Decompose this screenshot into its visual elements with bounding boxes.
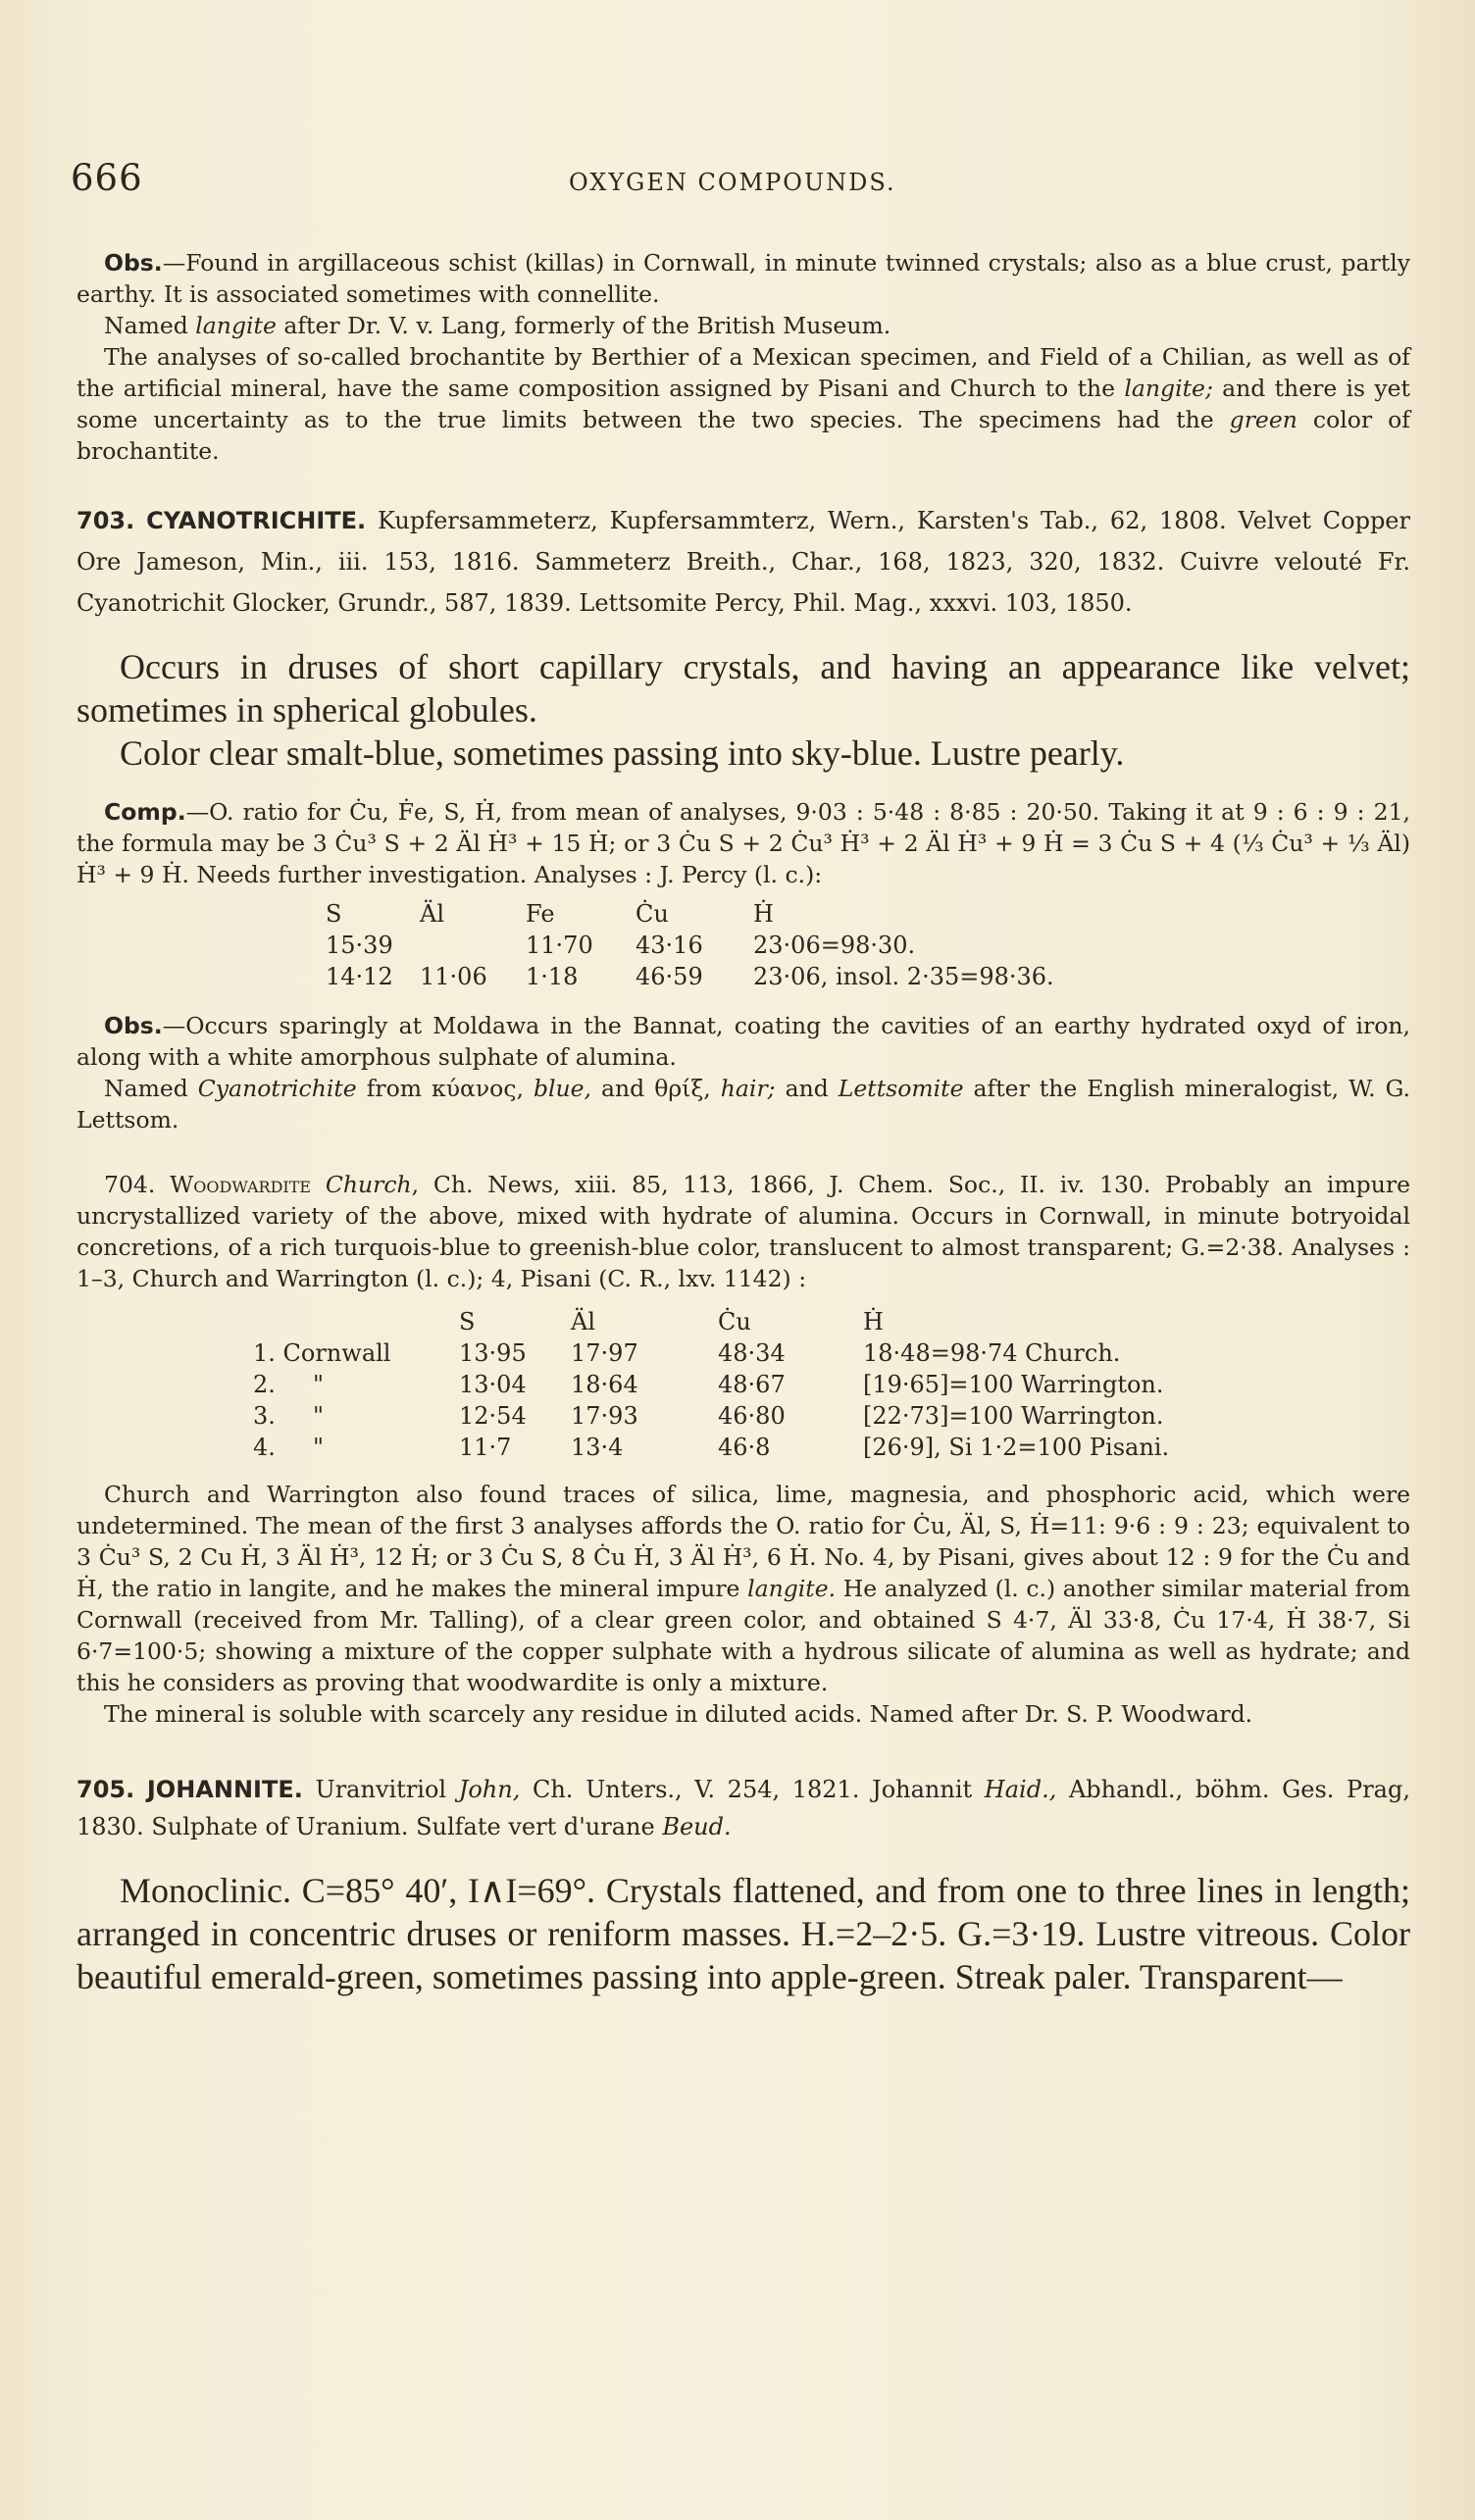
- entry-number: 704.: [104, 1171, 156, 1198]
- page-number: 666: [71, 157, 143, 199]
- page-header: [71, 157, 934, 204]
- table-header: S: [326, 900, 342, 928]
- table-header-row: [253, 1306, 1169, 1337]
- composition: Comp.—O. ratio for Ċu, Ḟe, S, Ḣ, from mean of analyses, 9·03 : 5·48 : 8·85 : 20·50. Taking it at 9 : 6 : 9 : 21, the formula may be 3 Ċu³ S + 2 Äl Ḣ³ + 15 Ḣ; or 3 Ċu S + 2 Ċu³ Ḣ³ + 2 Äl Ḣ³ + 9 Ḣ = 3 Ċu S + 4 (⅓ Ċu³ + ⅓ Äl) Ḣ³ + 9 Ḣ. Needs further investigation. Analyses : J. Percy (l. c.):: [76, 798, 1410, 888]
- entry-heading: 705. JOHANNITE. Uranvitriol John, Ch. Unters., V. 254, 1821. Johannit Haid., Abhandl., böhm. Ges. Prag, 1830. Sulphate of Uranium. Sulfate vert d'urane Beud.: [76, 1776, 1410, 1840]
- table-header: Ċu: [636, 900, 669, 928]
- table-row: 14·12 11·06 1·18 46·59 23·06, insol. 2·35=98·36.: [326, 963, 1054, 990]
- table-row: 1. Cornwall 13·95 17·97 48·34 18·48=98·74 Church.: [253, 1339, 1121, 1367]
- entry-name: CYANOTRICHITE.: [146, 507, 367, 534]
- entry-number: 705.: [76, 1776, 135, 1803]
- entry-synonymy: Kupfersammeterz, Kupfersammterz, Wern., Karsten's Tab., 62, 1808. Velvet Copper Ore Jameson, Min., iii. 153, 1816. Sammeterz Breith., Char., 168, 1823, 320, 1832. Cuivre velouté Fr. Cyanotrichit Glocker, Grundr., 587, 1839. Lettsomite Percy, Phil. Mag., xxxvi. 103, 1850.: [76, 507, 1410, 617]
- obs-paragraph-1: Obs.—Found in argillaceous schist (killas) in Cornwall, in minute twinned crystals; also as a blue crust, partly earthy. It is associated sometimes with connellite.: [76, 249, 1410, 308]
- analysis-table-703: [326, 898, 1054, 992]
- entry-heading: [76, 500, 1410, 624]
- running-title: OXYGEN COMPOUNDS.: [569, 169, 896, 196]
- obs-703-1: Obs.—Occurs sparingly at Moldawa in the Bannat, coating the cavities of an earthy hydrated oxyd of iron, along with a white amorphous sulphate of alumina.: [76, 1012, 1410, 1071]
- description-1: Occurs in druses of short capillary crystals, and having an appearance like velvet; sometimes in spherical globules.: [76, 647, 1410, 730]
- table-row: 3. " 12·54 17·93 46·80 [22·73]=100 Warrington.: [253, 1402, 1164, 1430]
- obs-paragraph-2: Named langite after Dr. V. v. Lang, formerly of the British Museum.: [104, 312, 891, 339]
- table-row: 4. " 11·7 13·4 46·8 [26·9], Si 1·2=100 Pisani.: [253, 1434, 1170, 1461]
- description-2: Color clear smalt-blue, sometimes passing into sky-blue. Lustre pearly.: [120, 733, 1125, 773]
- analysis-table-704: [253, 1306, 1169, 1463]
- woodwardite-paragraph-1: Church and Warrington also found traces of silica, lime, magnesia, and phosphoric acid, which were undetermined. The mean of the first 3 analyses affords the O. ratio for Ċu, Äl, S, Ḣ=11: 9·6 : 9 : 23; equivalent to 3 Ċu³ S, 2 Cu Ḣ, 3 Äl Ḣ³, 12 Ḣ; or 3 Ċu S, 8 Ċu Ḣ, 3 Äl Ḣ³, 6 Ḣ. No. 4, by Pisani, gives about 12 : 9 for the Ċu and Ḣ, the ratio in langite, and he makes the mineral impure langite. He analyzed (l. c.) another similar material from Cornwall (received from Mr. Talling), of a clear green color, and obtained S 4·7, Äl 33·8, Ċu 17·4, Ḣ 38·7, Si 6·7=100·5; showing a mixture of the copper sulphate with a hydrous silicate of alumina as well as hydrate; and this he considers as proving that woodwardite is only a mixture.: [76, 1481, 1410, 1696]
- entry-703-cyanotrichite: [76, 500, 1410, 1135]
- table-header: Ċu: [718, 1308, 751, 1336]
- table-header: Ḣ: [863, 1308, 884, 1336]
- langite-observations: [76, 247, 1410, 467]
- table-header: Ḣ: [753, 900, 774, 928]
- obs-703-2: Named Cyanotrichite from κύανος, blue, and θρίξ, hair; and Lettsomite after the English mineralogist, W. G. Lettsom.: [76, 1075, 1410, 1134]
- johannite-description: Monoclinic. C=85° 40′, I∧I=69°. Crystals flattened, and from one to three lines in length; arranged in concentric druses or reniform masses. H.=2–2·5. G.=3·19. Lustre vitreous. Color beautiful emerald-green, sometimes passing into apple-green. Streak paler. Transparent—: [76, 1871, 1410, 1996]
- page-body: [76, 247, 1410, 1998]
- entry-heading: 704. Woodwardite Church, Ch. News, xiii. 85, 113, 1866, J. Chem. Soc., II. iv. 130. Probably an impure uncrystallized variety of the above, mixed with hydrate of alumina. Occurs in Cornwall, in minute botryoidal concretions, of a rich turquois-blue to greenish-blue color, translucent to almost transparent; G.=2·38. Analyses : 1–3, Church and Warrington (l. c.); 4, Pisani (C. R., lxv. 1142) :: [76, 1171, 1410, 1292]
- table-header-row: [326, 898, 1054, 930]
- table-header: Äl: [571, 1308, 596, 1336]
- table-header: Fe: [526, 900, 555, 928]
- table-row: 2. " 13·04 18·64 48·67 [19·65]=100 Warrington.: [253, 1371, 1164, 1398]
- entry-number: 703.: [76, 507, 135, 534]
- entry-704-woodwardite: [76, 1169, 1410, 1730]
- entry-name: JOHANNITE.: [146, 1776, 303, 1803]
- obs-paragraph-3: The analyses of so-called brochantite by Berthier of a Mexican specimen, and Field of a Chilian, as well as of the artificial mineral, have the same composition assigned by Pisani and Church to the langite; and there is yet some uncertainty as to the true limits between the two species. The specimens had the green color of brochantite.: [76, 343, 1410, 465]
- woodwardite-paragraph-2: The mineral is soluble with scarcely any residue in diluted acids. Named after Dr. S. P. Woodward.: [104, 1700, 1253, 1728]
- table-row: 15·39 11·70 43·16 23·06=98·30.: [326, 932, 916, 959]
- table-header: Äl: [420, 900, 445, 928]
- table-header: S: [459, 1308, 476, 1336]
- entry-name: Woodwardite: [170, 1171, 312, 1198]
- entry-705-johannite: [76, 1771, 1410, 1998]
